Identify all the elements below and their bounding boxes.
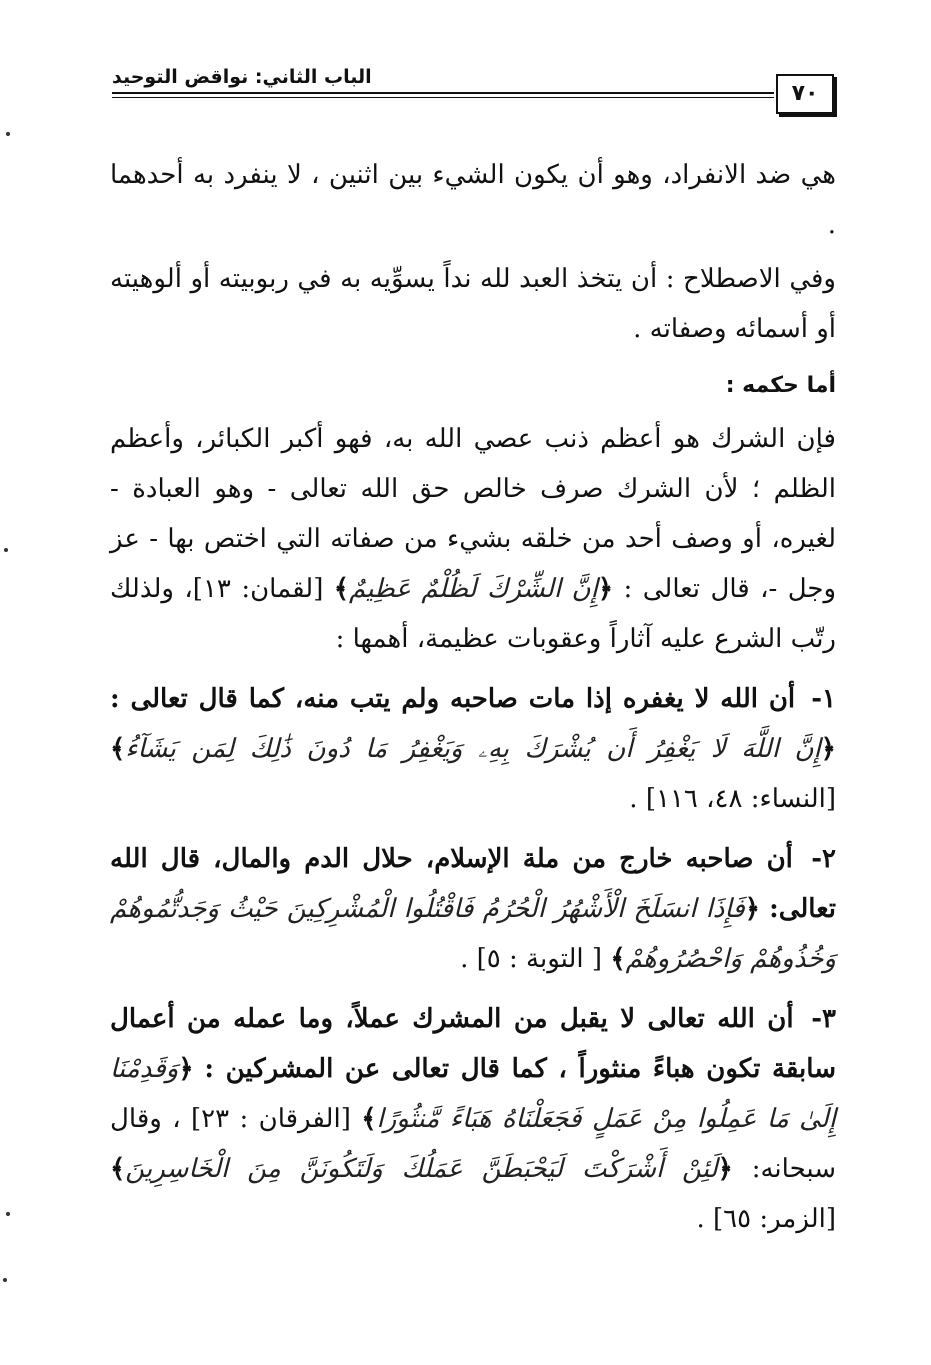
verse-open-brace: ﴿	[744, 894, 760, 924]
paragraph-definition-language: هي ضد الانفراد، وهو أن يكون الشيء بين اثنين ، لا ينفرد به أحدهما .	[110, 160, 836, 240]
verse-open-brace: ﴿	[597, 574, 614, 604]
list-item-1	[110, 674, 836, 824]
list-item-3	[110, 994, 836, 1244]
verse-close-brace: ﴾	[110, 734, 126, 764]
verse-open-brace: ﴿	[178, 1054, 194, 1084]
page-body	[110, 150, 836, 1254]
verse-close-brace: ﴾	[361, 1104, 377, 1134]
page-number: ٧٠	[776, 74, 834, 114]
verse-reference: [النساء: ٤٨، ١١٦] .	[629, 784, 836, 814]
verse-open-brace: ﴿	[820, 734, 836, 764]
verse-open-brace: ﴿	[717, 1154, 733, 1184]
verse-close-brace: ﴾	[610, 944, 626, 974]
paragraph-ruling	[110, 414, 836, 664]
header-rule-thin	[112, 97, 774, 98]
verse-reference: [لقمان: ١٣]،	[184, 574, 324, 604]
verse-close-brace: ﴾	[333, 574, 350, 604]
quran-verse-nisa: إِنَّ اللَّهَ لَا يَغْفِرُ أَن يُشْرَكَ بِهِۦ وَيَغْفِرُ مَا دُونَ ذَٰلِكَ لِمَن يَشَآءُ	[125, 734, 821, 764]
quran-verse-furqan: وَقَدِمْنَا إِلَىٰ مَا عَمِلُوا مِنْ عَمَلٍ فَجَعَلْنَاهُ هَبَاءً مَّنثُورًا	[110, 1054, 836, 1134]
list-item-text: أن صاحبه خارج من ملة الإسلام، حلال الدم والمال، قال الله تعالى:	[110, 844, 836, 924]
section-heading-ruling: أما حكمه :	[725, 373, 836, 398]
page-header	[112, 60, 834, 120]
verse-reference: [الزمر: ٦٥] .	[696, 1204, 836, 1234]
ruling-text-continued: ولذلك رتّب الشرع عليه آثاراً وعقوبات عظيمة، أهمها :	[110, 574, 836, 654]
quran-verse-zumar: لَئِنْ أَشْرَكْتَ لَيَحْبَطَنَّ عَمَلُكَ وَلَتَكُونَنَّ مِنَ الْخَاسِرِينَ	[125, 1154, 718, 1184]
list-item-text: أن الله تعالى لا يقبل من المشرك عملاً، وما عمله من أعمال سابقة تكون هباءً منثوراً ، كما قال تعالى عن المشركين :	[110, 1004, 837, 1084]
scan-speck	[3, 1278, 7, 1282]
verse-reference: [ التوبة : ٥] .	[460, 944, 603, 974]
list-item-number: ١-	[811, 684, 837, 714]
header-rule	[112, 92, 774, 94]
paragraph-definition-term: وفي الاصطلاح : أن يتخذ العبد لله نداً يسوِّيه به في ربوبيته أو ألوهيته أو أسمائه وصفاته .	[110, 264, 836, 344]
scan-speck	[6, 1212, 10, 1216]
running-title-text: الباب الثاني: نواقض التوحيد	[112, 66, 372, 88]
running-title	[112, 64, 746, 90]
list-item-number: ٣-	[811, 1004, 836, 1034]
list-item-text: أن الله لا يغفره إذا مات صاحبه ولم يتب منه، كما قال تعالى :	[110, 684, 796, 714]
scan-speck	[4, 548, 8, 552]
verse-reference: [الفرقان : ٢٣] ، وقال سبحانه:	[110, 1104, 836, 1184]
quran-verse-tawbah: فَإِذَا انسَلَخَ الْأَشْهُرُ الْحُرُمُ فَاقْتُلُوا الْمُشْرِكِينَ حَيْثُ وَجَدتُّمُوهُمْ وَخُذُوهُمْ وَاحْصُرُوهُمْ	[110, 894, 836, 974]
scan-speck	[6, 132, 10, 136]
ruling-text: فإن الشرك هو أعظم ذنب عصي الله به، فهو أكبر الكبائر، وأعظم الظلم ؛ لأن الشرك صرف خالص حق الله تعالى - وهو العبادة - لغيره، أو وصف أحد من خلقه بشيء من صفاته التي اختص بها - عز وجل -، قال تعالى :	[110, 424, 837, 604]
verse-close-brace: ﴾	[110, 1154, 126, 1184]
quran-verse-luqman: إِنَّ الشِّرْكَ لَظُلْمٌ عَظِيمٌ	[349, 574, 598, 604]
list-item-2	[110, 834, 836, 984]
list-item-number: ٢-	[811, 844, 836, 874]
